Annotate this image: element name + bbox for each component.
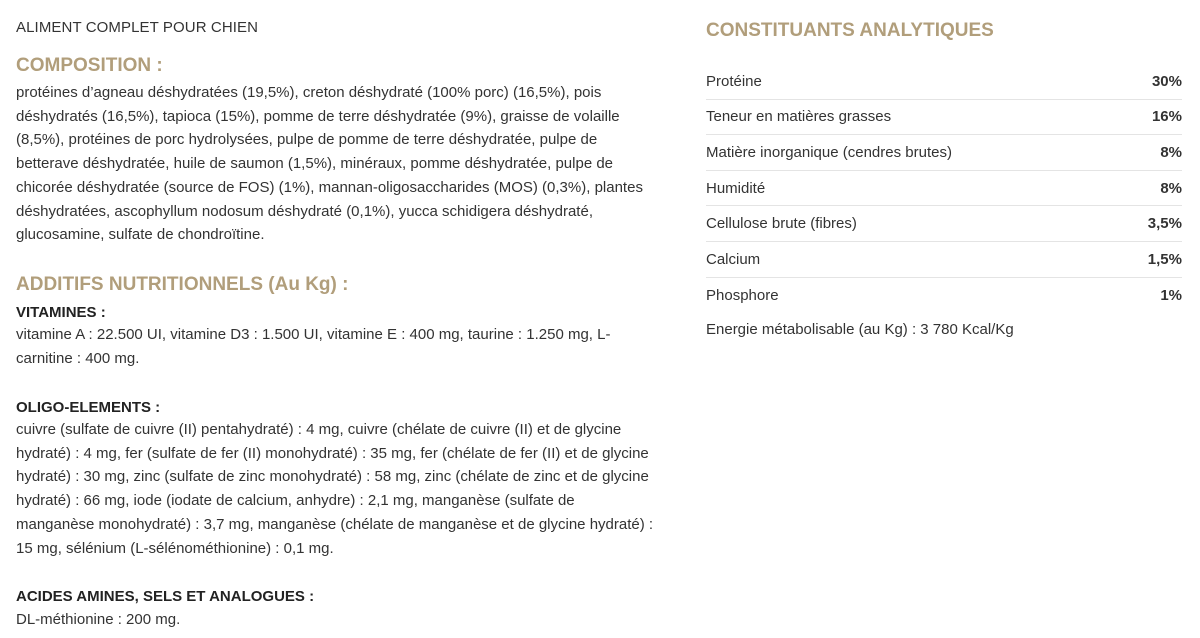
analysis-label: Phosphore	[706, 286, 779, 304]
analysis-label: Protéine	[706, 72, 762, 90]
energy-text: Energie métabolisable (au Kg) : 3 780 Kcal/Kg	[706, 321, 1014, 338]
analysis-value: 16%	[1151, 108, 1182, 126]
analysis-row-fat	[706, 100, 1182, 136]
amino-acids-text	[16, 608, 696, 632]
analysis-title: CONSTITUANTS ANALYTIQUES	[706, 20, 994, 41]
text-line: déshydratés (16,5%), tapioca (15%), pomme de terre déshydratée (9%), graisse de volaille	[16, 107, 620, 125]
text-line: carnitine : 400 mg.	[16, 349, 140, 367]
vitamins-heading: VITAMINES :	[16, 304, 106, 321]
analysis-value: 3,5%	[1147, 215, 1182, 233]
text-line: betterave déshydratée, huile de saumon (1,5%), minéraux, pomme déshydratée, pulpe de	[16, 155, 614, 173]
analysis-row-moisture	[706, 171, 1182, 207]
text-line: hydraté) : 30 mg, zinc (sulfate de zinc monohydraté) : 58 mg, zinc (chélate de zinc et de glycine	[16, 468, 649, 486]
analysis-row-ash	[706, 135, 1182, 171]
analysis-label: Cellulose brute (fibres)	[706, 215, 857, 233]
analysis-label: Matière inorganique (cendres brutes)	[706, 143, 952, 161]
analysis-table	[706, 64, 1182, 313]
analysis-row-phosphorus	[706, 278, 1182, 314]
text-line: déshydratées, ascophyllum nodosum déshydraté (0,1%), yucca schidigera déshydraté,	[16, 202, 593, 220]
composition-text	[16, 81, 696, 247]
text-line: hydraté) : 66 mg, iode (iodate de calcium, anhydre) : 2,1 mg, manganèse (sulfate de	[16, 492, 575, 510]
composition-title: COMPOSITION :	[16, 55, 163, 76]
vitamins-text	[16, 323, 696, 370]
text-line: protéines d’agneau déshydratées (19,5%), creton déshydraté (100% porc) (16,5%), pois	[16, 84, 602, 101]
analysis-value: 1%	[1160, 286, 1182, 304]
additives-title: ADDITIFS NUTRITIONNELS (Au Kg) :	[16, 274, 349, 295]
analysis-row-fibre	[706, 206, 1182, 242]
text-line: manganèse monohydraté) : 3,7 mg, manganèse (chélate de manganèse et de glycine hydraté) :	[16, 515, 654, 533]
text-line: (8,5%), protéines de porc hydrolysées, pulpe de pomme de terre déshydratée, pulpe de	[16, 131, 598, 149]
analysis-value: 8%	[1160, 179, 1182, 197]
analysis-value: 1,5%	[1147, 250, 1182, 268]
text-line: chicorée déshydratée (source de FOS) (1%), mannan-oligosaccharides (MOS) (0,3%), plantes	[16, 178, 643, 196]
analysis-row-calcium	[706, 242, 1182, 278]
text-line: cuivre (sulfate de cuivre (II) pentahydraté) : 4 mg, cuivre (chélate de cuivre (II) et de glycine	[16, 421, 622, 438]
text-line: DL-méthionine : 200 mg.	[16, 611, 181, 628]
text-line: vitamine A : 22.500 UI, vitamine D3 : 1.500 UI, vitamine E : 400 mg, taurine : 1.250 mg, L-	[16, 326, 611, 343]
trace-elements-heading: OLIGO-ELEMENTS :	[16, 399, 161, 416]
product-type-label: ALIMENT COMPLET POUR CHIEN	[16, 19, 259, 36]
analysis-row-protein	[706, 64, 1182, 100]
analysis-label: Calcium	[706, 250, 761, 268]
amino-acids-heading: ACIDES AMINES, SELS ET ANALOGUES :	[16, 588, 315, 605]
text-line: 15 mg, sélénium (L-sélénométhionine) : 0,1 mg.	[16, 539, 334, 557]
analysis-label: Humidité	[706, 179, 766, 197]
analysis-value: 8%	[1160, 143, 1182, 161]
analysis-label: Teneur en matières grasses	[706, 108, 892, 126]
text-line: glucosamine, sulfate de chondroïtine.	[16, 226, 265, 244]
analysis-value: 30%	[1151, 72, 1182, 90]
text-line: hydraté) : 4 mg, fer (sulfate de fer (II) monohydraté) : 35 mg, fer (chélate de fer (II) et de glycine	[16, 444, 649, 462]
trace-elements-text	[16, 418, 696, 560]
